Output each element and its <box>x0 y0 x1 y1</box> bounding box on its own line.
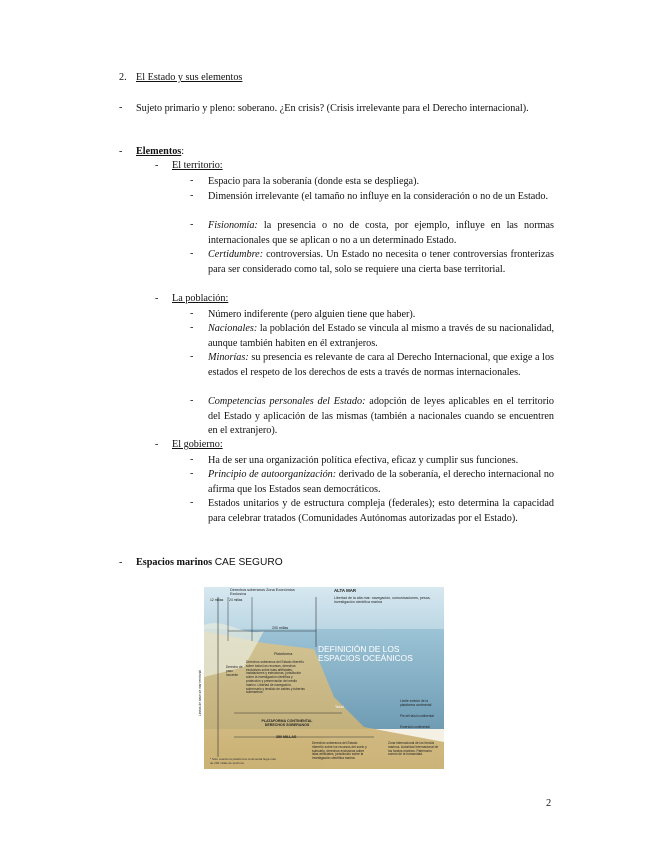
gobierno-item: Ha de ser una organización política efectiva, eficaz y cumplir sus funciones. <box>208 455 519 466</box>
gobierno-title: El gobierno: <box>172 439 223 450</box>
m24-label: 24 millas <box>229 598 243 602</box>
poblacion-item: Nacionales: la población del Estado se vincula al mismo a través de su nacionalidad, aunque también habiten en él extranjeros. <box>208 323 555 349</box>
bullet-dash: - <box>190 322 194 333</box>
soberanos-desc: Derechos soberanos del Estado ribereño sobre los recursos del suelo y subsuelo, derechos exclusivos sobre islas artificiales, jurisdicción sobre la investigación científica marina. <box>312 741 367 761</box>
territorio-item: Espacio para la soberanía (donde esta se despliega). <box>208 176 420 187</box>
talud-label: Talud <box>335 705 344 709</box>
elements-heading: Elementos: <box>136 146 185 157</box>
gobierno-dash: - <box>155 439 159 450</box>
elements-dash: - <box>119 146 123 157</box>
territorio-item: Fisionomía: la presencia o no de costa, por ejemplo, influye en las normas internacionales que se aplican o no a un determinado Estado. <box>208 220 554 246</box>
gobierno-item: Principio de autoorganización: derivado de la soberanía, el derecho internacional no afirma que los Estados sean democráticos. <box>208 469 555 495</box>
bullet-dash: - <box>190 454 194 465</box>
espacios-heading: Espacios marinos CAE SEGURO <box>136 557 283 568</box>
bullet-dash: - <box>190 175 194 186</box>
espacios-dash: - <box>119 557 123 568</box>
plataforma-cont-label: PLATAFORMA CONTINENTAL DERECHOS SOBERANOS <box>261 719 313 728</box>
paso-label: Derecho de paso inocente <box>226 665 243 677</box>
poblacion-item: Minorías: su presencia es relevante de cara al Derecho Internacional, que exige a los estados el respeto de los derechos de ests a través de normas internacionales. <box>208 352 555 378</box>
zee-header-label: Derechos soberanos Zona Económica Exclusiva <box>230 588 295 597</box>
bullet-dash: - <box>190 219 194 230</box>
poblacion-item: Competencias personales del Estado: adopción de leyes aplicables en el territorio del Estado y aplicación de las mismas (también a nacionales cuando se encuentren en el extranjero). <box>208 396 555 437</box>
territorio-title: El territorio: <box>172 160 223 171</box>
figure-title: DEFINICIÓN DE LOS ESPACIOS OCEÁNICOS <box>318 644 413 664</box>
alta-mar-desc: Libertad de la alta mar: navegación, comunicaciones, pesca, investigación científica marina <box>334 596 431 605</box>
territorio-item: Certidumbre: controversias. Un Estado no necesita o tener controversias fronterizas para ser considerado como tal, solo se requiere una cierta base territorial. <box>208 249 555 275</box>
bullet-dash: - <box>190 190 194 201</box>
intro-text: Sujeto primario y pleno: soberano. ¿En crisis? (Crisis irrelevante para el Derecho internacional). <box>136 103 529 114</box>
territorio-item: Dimensión irrelevante (el tamaño no influye en la consideración o no de un Estado. <box>208 191 549 202</box>
zona-int-desc: Zona internacional de los fondos marinos. Autoridad Internacional de los fondos marinos. Patrimonio común de la humanidad. <box>388 741 439 757</box>
bullet-dash: - <box>190 351 194 362</box>
bullet-dash: - <box>190 468 194 479</box>
figure-footnote: * Sólo cuando la plataforma continental llega más de 200 millas de anchura. <box>210 757 276 765</box>
m12-label: 12 millas <box>210 598 224 602</box>
page-number: 2 <box>546 798 552 809</box>
section-number: 2. <box>119 72 127 83</box>
bullet-dash: - <box>190 395 194 406</box>
emersion-label: Emersión continental <box>400 725 430 729</box>
poblacion-title: La población: <box>172 293 229 304</box>
poblacion-dash: - <box>155 293 159 304</box>
m200-label: 200 millas <box>272 626 289 630</box>
section-title: El Estado y sus elementos <box>136 72 243 83</box>
bullet-dash: - <box>190 308 194 319</box>
pie-continental-label: Pie del talud continental <box>400 714 434 718</box>
alta-mar-label: ALTA MAR <box>334 588 357 593</box>
bullet-dash: - <box>190 248 194 259</box>
baseline-label: Líneas de base de mar territorial <box>198 670 202 716</box>
limite-ext-label: Límite exterior de la plataforma continental <box>400 699 432 707</box>
bullet-dash: - <box>190 497 194 508</box>
territorio-dash: - <box>155 160 159 171</box>
gobierno-item: Estados unitarios y de estructura compleja (federales); esto determina la capacidad para celebrar tratados (Comunidades Autónomas autorizadas por el Estado). <box>208 498 554 524</box>
poblacion-item: Número indiferente (pero alguien tiene que haber). <box>208 309 416 320</box>
zee-desc: Derechos soberanos del Estado ribereño sobre todos los recursos, derechos exclusivos sobre islas artificiales, instalaciones y estructuras, jurisdicción sobre la investigación científica y protección y preservación del medio marino. Libertad de navegación, sobrevuelo y tendido de cables y tuberías submarinos. <box>246 660 305 695</box>
plataforma-label: Plataforma <box>274 652 293 656</box>
intro-dash: - <box>119 102 123 113</box>
m350-label: 350 MILLAS <box>276 735 297 739</box>
